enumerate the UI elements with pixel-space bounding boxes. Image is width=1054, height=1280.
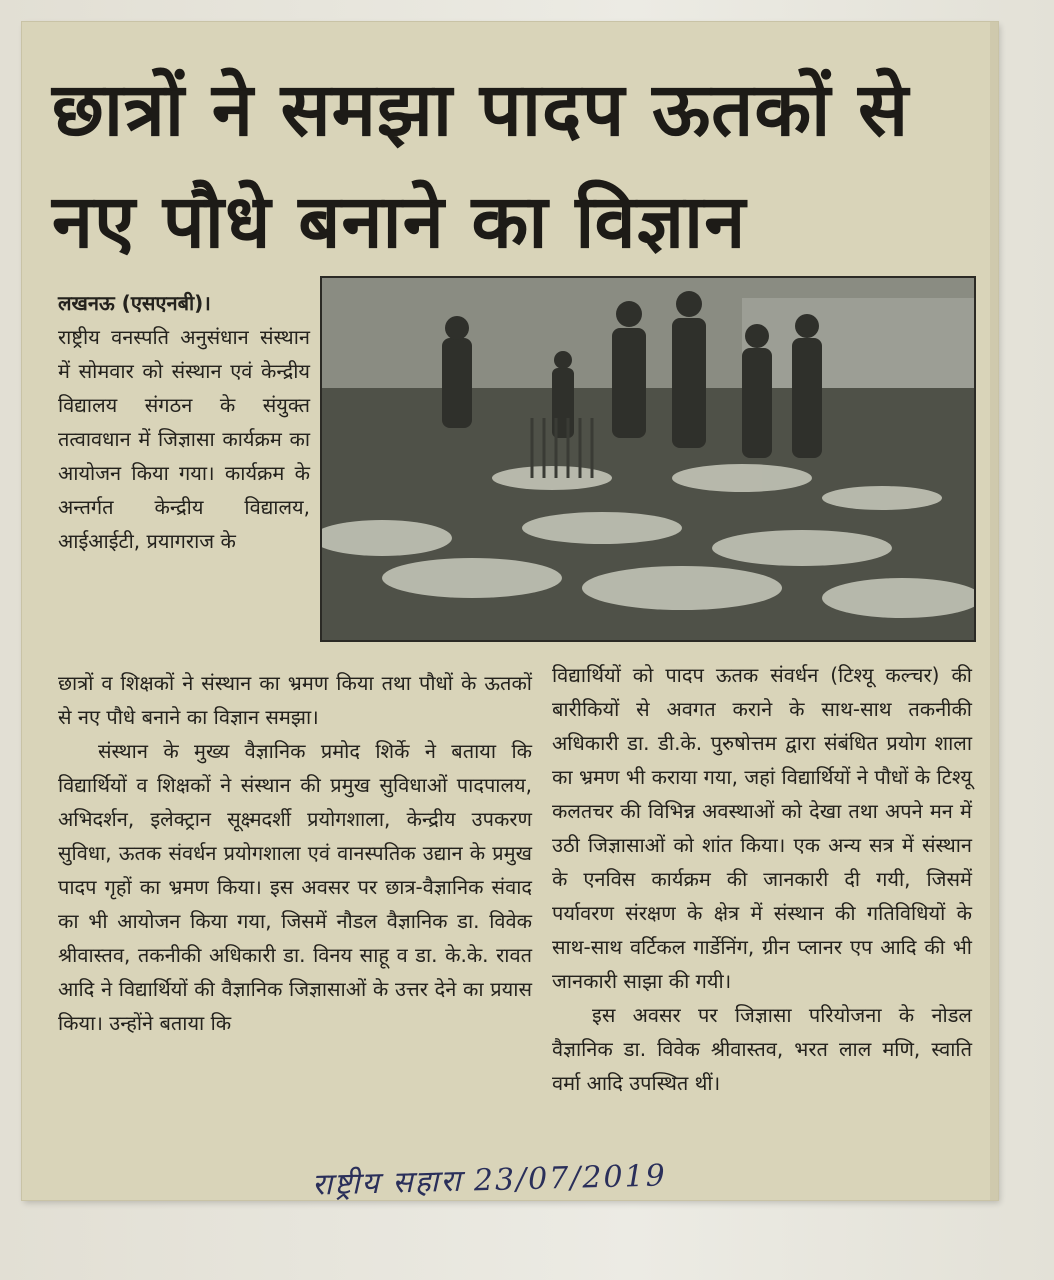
handwritten-source-note: राष्ट्रीय सहारा 23/07/2019 <box>311 1158 668 1203</box>
clipping-edge <box>990 22 998 1200</box>
newspaper-clipping <box>22 22 998 1203</box>
news-photo <box>320 276 976 642</box>
article-paragraph-attendees: इस अवसर पर जिज्ञासा परियोजना के नोडल वैज्ञानिक डा. विवेक श्रीवास्तव, भरत लाल मणि, स्वाति वर्मा आदि उपस्थित थीं। <box>552 1003 972 1095</box>
article-column-left-bottom <box>58 666 532 1040</box>
article-column-right <box>552 658 972 1100</box>
dateline: लखनऊ (एसएनबी)। <box>58 291 211 315</box>
garden-photo-illustration <box>322 278 974 640</box>
headline: छात्रों ने समझा पादप ऊतकों से नए पौधे बनाने का विज्ञान <box>52 67 910 265</box>
article-paragraph-intro: राष्ट्रीय वनस्पति अनुसंधान संस्थान में सोमवार को संस्थान एवं केन्द्रीय विद्यालय संगठन के संयुक्त तत्वावधान में जिज्ञासा कार्यक्रम का आयोजन किया गया। कार्यक्रम के अन्तर्गत केन्द्रीय विद्यालय, आईआईटी, प्रयागराज के <box>58 325 310 553</box>
article-paragraph-tissue-culture: विद्यार्थियों को पादप ऊतक संवर्धन (टिश्यू कल्चर) की बारीकियों से अवगत कराने के साथ-साथ तकनीकी अधिकारी डा. डी.के. पुरुषोत्तम द्वारा संबंधित प्रयोग शाला का भ्रमण भी कराया गया, जहां विद्यार्थियों ने पौधों के टिश्यू कलतचर की विभिन्न अवस्थाओं को देखा तथा अपने मन में उठी जिज्ञासाओं को शांत किया। एक अन्य सत्र में संस्थान के एनविस कार्यक्रम की जानकारी दी गयी, जिसमें पर्यावरण संरक्षण के क्षेत्र में संस्थान की गतिविधियों के साथ-साथ वर्टिकल गार्डेनिंग, ग्रीन प्लानर एप आदि की भी जानकारी साझा की गयी। <box>552 663 972 993</box>
article-paragraph-visit: छात्रों व शिक्षकों ने संस्थान का भ्रमण किया तथा पौधों के ऊतकों से नए पौधे बनाने का विज्ञान समझा। <box>58 671 532 729</box>
article-column-left-top <box>58 286 310 558</box>
article-paragraph-scientist: संस्थान के मुख्य वैज्ञानिक प्रमोद शिर्के ने बताया कि विद्यार्थियों व शिक्षकों ने संस्थान की प्रमुख सुविधाओं पादपालय, अभिदर्शन, इलेक्ट्रान सूक्ष्मदर्शी प्रयोगशाला, केन्द्रीय उपकरण सुविधा, ऊतक संवर्धन प्रयोगशाला एवं वानस्पतिक उद्यान के प्रमुख पादप गृहों का भ्रमण किया। इस अवसर पर छात्र-वैज्ञानिक संवाद का भी आयोजन किया गया, जिसमें नौडल वैज्ञानिक डा. विवेक श्रीवास्तव, तकनीकी अधिकारी डा. विनय साहू व डा. के.के. रावत आदि ने विद्यार्थियों की वैज्ञानिक जिज्ञासाओं के उत्तर देने का प्रयास किया। उन्होंने बताया कि <box>58 739 532 1035</box>
